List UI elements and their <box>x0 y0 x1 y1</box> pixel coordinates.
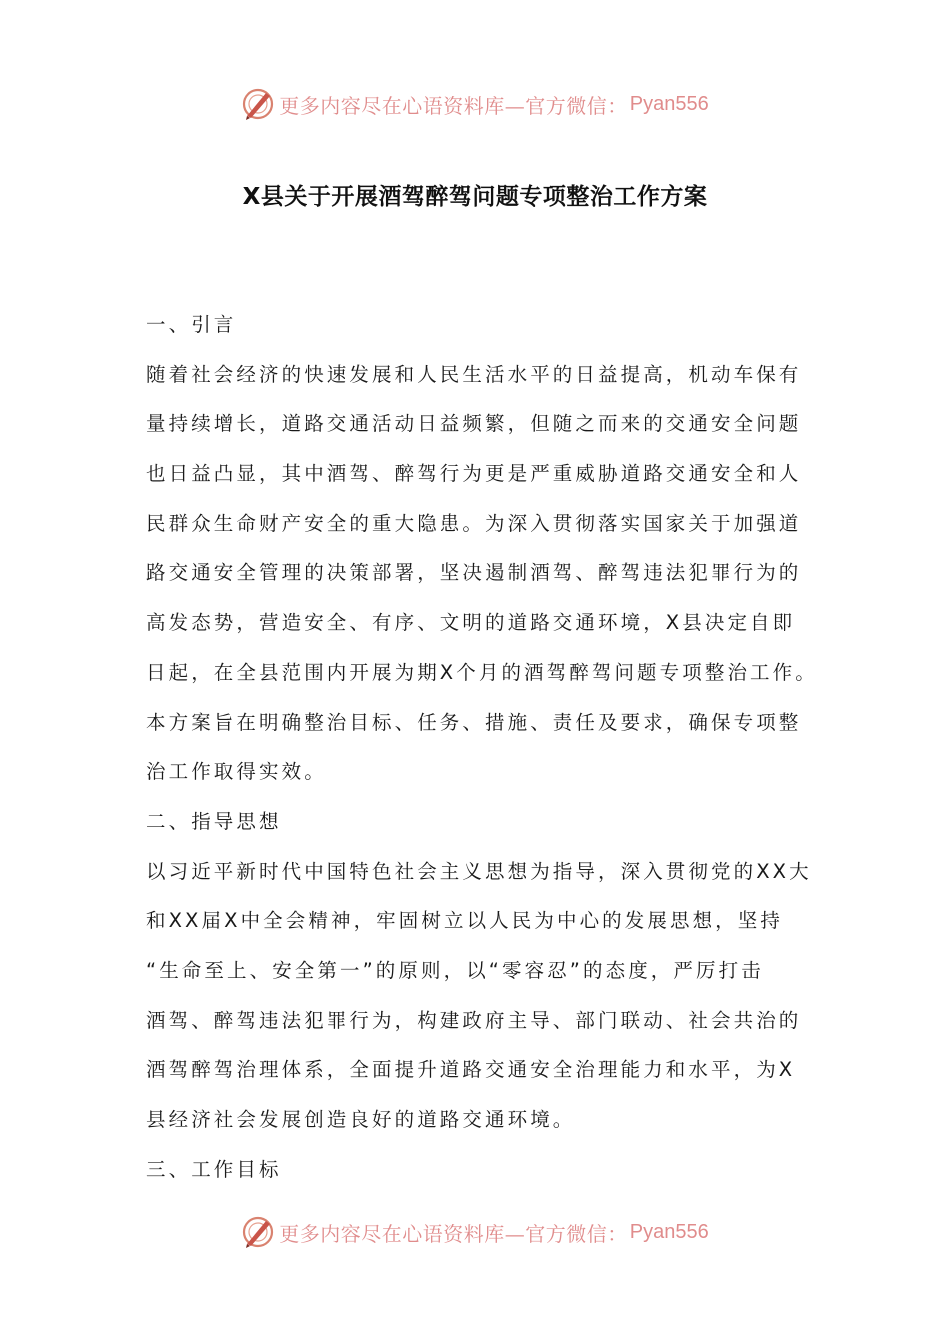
body-line: 民群众生命财产安全的重大隐患。为深入贯彻落实国家关于加强道 <box>146 511 802 535</box>
watermark-wechat-id: Pyan556 <box>629 1220 709 1243</box>
body-line: 治工作取得实效。 <box>146 760 327 784</box>
body-line: 本方案旨在明确整治目标、任务、措施、责任及要求，确保专项整 <box>146 710 802 734</box>
body-line: 随着社会经济的快速发展和人民生活水平的日益提高，机动车保有 <box>146 362 802 386</box>
body-line: 酒驾醉驾治理体系，全面提升道路交通安全治理能力和水平，为X <box>146 1058 796 1082</box>
body-line: 路交通安全管理的决策部署，坚决遏制酒驾、醉驾违法犯罪行为的 <box>146 561 802 585</box>
body-line: 量持续增长，道路交通活动日益频繁，但随之而来的交通安全问题 <box>146 412 802 436</box>
document-body <box>146 300 846 1194</box>
body-line: 酒驾、醉驾违法犯罪行为，构建政府主导、部门联动、社会共治的 <box>146 1008 802 1032</box>
section-heading-introduction: 一、引言 <box>146 313 237 336</box>
watermark-header <box>0 84 950 124</box>
body-line: 高发态势，营造安全、有序、文明的道路交通环境，X县决定自即 <box>146 611 796 635</box>
pen-logo-icon <box>241 87 275 121</box>
body-line: 日起，在全县范围内开展为期X个月的酒驾醉驾问题专项整治工作。 <box>146 660 818 684</box>
document-title: X县关于开展酒驾醉驾问题专项整治工作方案 <box>242 184 708 210</box>
watermark-text: 更多内容尽在心语资料库—官方微信： <box>279 93 628 118</box>
section-heading-guiding-ideology: 二、指导思想 <box>146 809 282 833</box>
watermark-footer <box>0 1212 950 1252</box>
pen-logo-icon <box>241 1215 275 1249</box>
section-heading-work-goals: 三、工作目标 <box>146 1157 282 1181</box>
body-line: 和XX届X中全会精神，牢固树立以人民为中心的发展思想，坚持 <box>146 909 783 933</box>
watermark-wechat-id: Pyan556 <box>629 92 709 115</box>
body-line: 以习近平新时代中国特色社会主义思想为指导，深入贯彻党的XX大 <box>146 859 812 883</box>
watermark-text: 更多内容尽在心语资料库—官方微信： <box>279 1221 628 1246</box>
body-line: “生命至上、安全第一”的原则，以“零容忍”的态度，严厉打击 <box>146 958 764 982</box>
body-line: 也日益凸显，其中酒驾、醉驾行为更是严重威胁道路交通安全和人 <box>146 462 802 486</box>
body-line: 县经济社会发展创造良好的道路交通环境。 <box>146 1108 576 1131</box>
